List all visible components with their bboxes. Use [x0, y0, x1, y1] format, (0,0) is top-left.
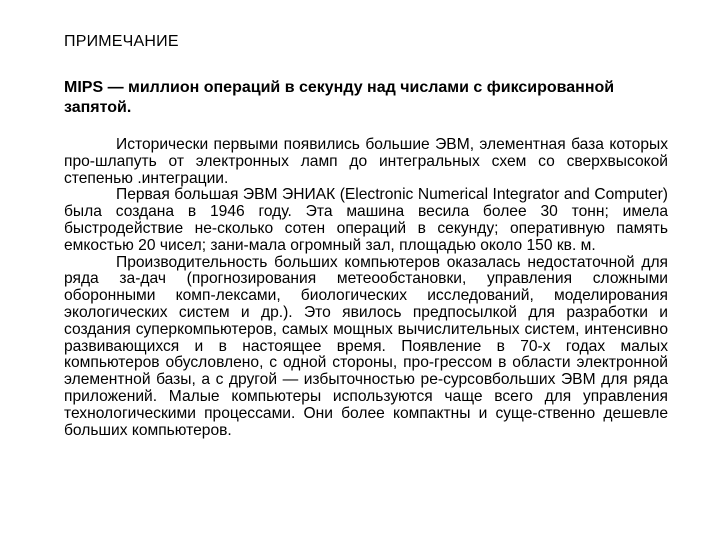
- paragraph-eniac: Первая большая ЭВМ ЭНИАК (Electronic Numerical Integrator and Computer) была создана в 1946 году. Эта машина весила более 30 тонн; имела быстродействие не-сколько сотен операций в секунду; оперативную память емкостью 20 чисел; зани-мала огромный зал, площадью около 150 кв. м.: [64, 186, 668, 254]
- paragraph-performance: Производительность больших компьютеров оказалась недостаточной для ряда за-дач (прогнозирования метеообстановки, управления сложными оборонными комп-лексами, биологических исследований, моделирования экологических систем и др.). Это явилось предпосылкой для разработки и создания суперкомпьютеров, самых мощных вычислительных систем, интенсивно развивающихся и в настоящее время. Появление в 70-х годах малых компьютеров обусловлено, с одной стороны, про-грессом в области электронной элементной базы, а с другой — избыточностью ре-сурсовбольших ЭВМ для ряда приложений. Малые компьютеры используются чаще всего для управления технологическими процессами. Они более компактны и суще-ственно дешевле больших компьютеров.: [64, 253, 668, 439]
- body-text: [64, 137, 668, 439]
- paragraph-history: Исторически первыми появились большие ЭВМ, элементная база которых про-шлапуть от электронных ламп до интегральных схем со сверхвысокой степенью .интеграции.: [64, 136, 668, 187]
- mips-definition: MIPS — миллион операций в секунду над числами с фиксированной запятой.: [64, 79, 615, 116]
- note-heading: ПРИМЕЧАНИЕ: [64, 33, 179, 50]
